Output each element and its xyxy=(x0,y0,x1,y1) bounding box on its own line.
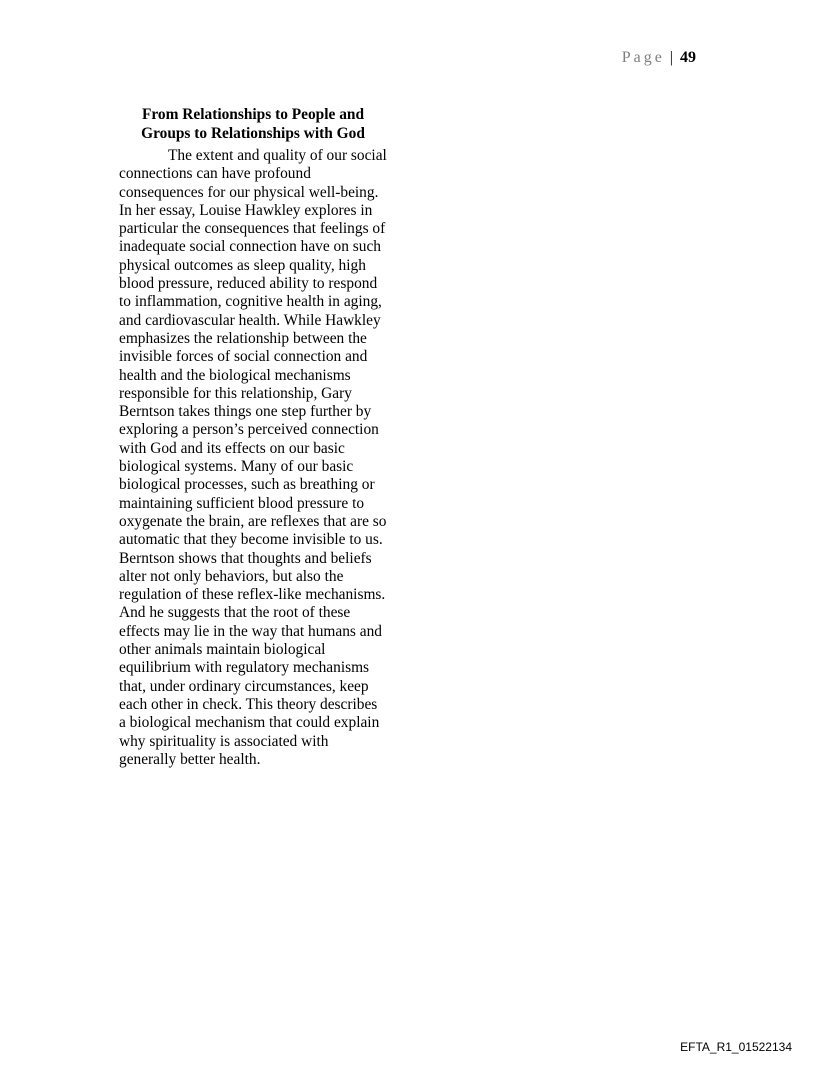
section-title: From Relationships to People and Groups to Relationships with God xyxy=(141,106,365,142)
body-paragraph: The extent and quality of our social connections can have profound consequences for our physical well-being. In her essay, Louise Hawkley explores in particular the consequences that feelings of inadequate social connection have on such physical outcomes as sleep quality, high blood pressure, reduced ability to respond to inflammation, cognitive health in aging, and cardiovascular health. While Hawkley emphasizes the relationship between the invisible forces of social connection and health and the biological mechanisms responsible for this relationship, Gary Berntson takes things one step further by exploring a person’s perceived connection with God and its effects on our basic biological systems. Many of our basic biological processes, such as breathing or maintaining sufficient blood pressure to oxygenate the brain, are reflexes that are so automatic that they become invisible to us. Berntson shows that thoughts and beliefs alter not only behaviors, but also the regulation of these reflex-like mechanisms. And he suggests that the root of these effects may lie in the way that humans and other animals maintain biological equilibrium with regulatory mechanisms that, under ordinary circumstances, keep each other in check. This theory describes a biological mechanism that could explain why spirituality is associated with generally better health. xyxy=(119,147,387,768)
text-column xyxy=(119,105,387,769)
document-id: EFTA_R1_01522134 xyxy=(680,1040,792,1054)
page-separator: | xyxy=(669,49,673,66)
page-label: Page xyxy=(621,49,665,66)
page-header xyxy=(622,49,696,67)
page-number: 49 xyxy=(680,49,696,66)
